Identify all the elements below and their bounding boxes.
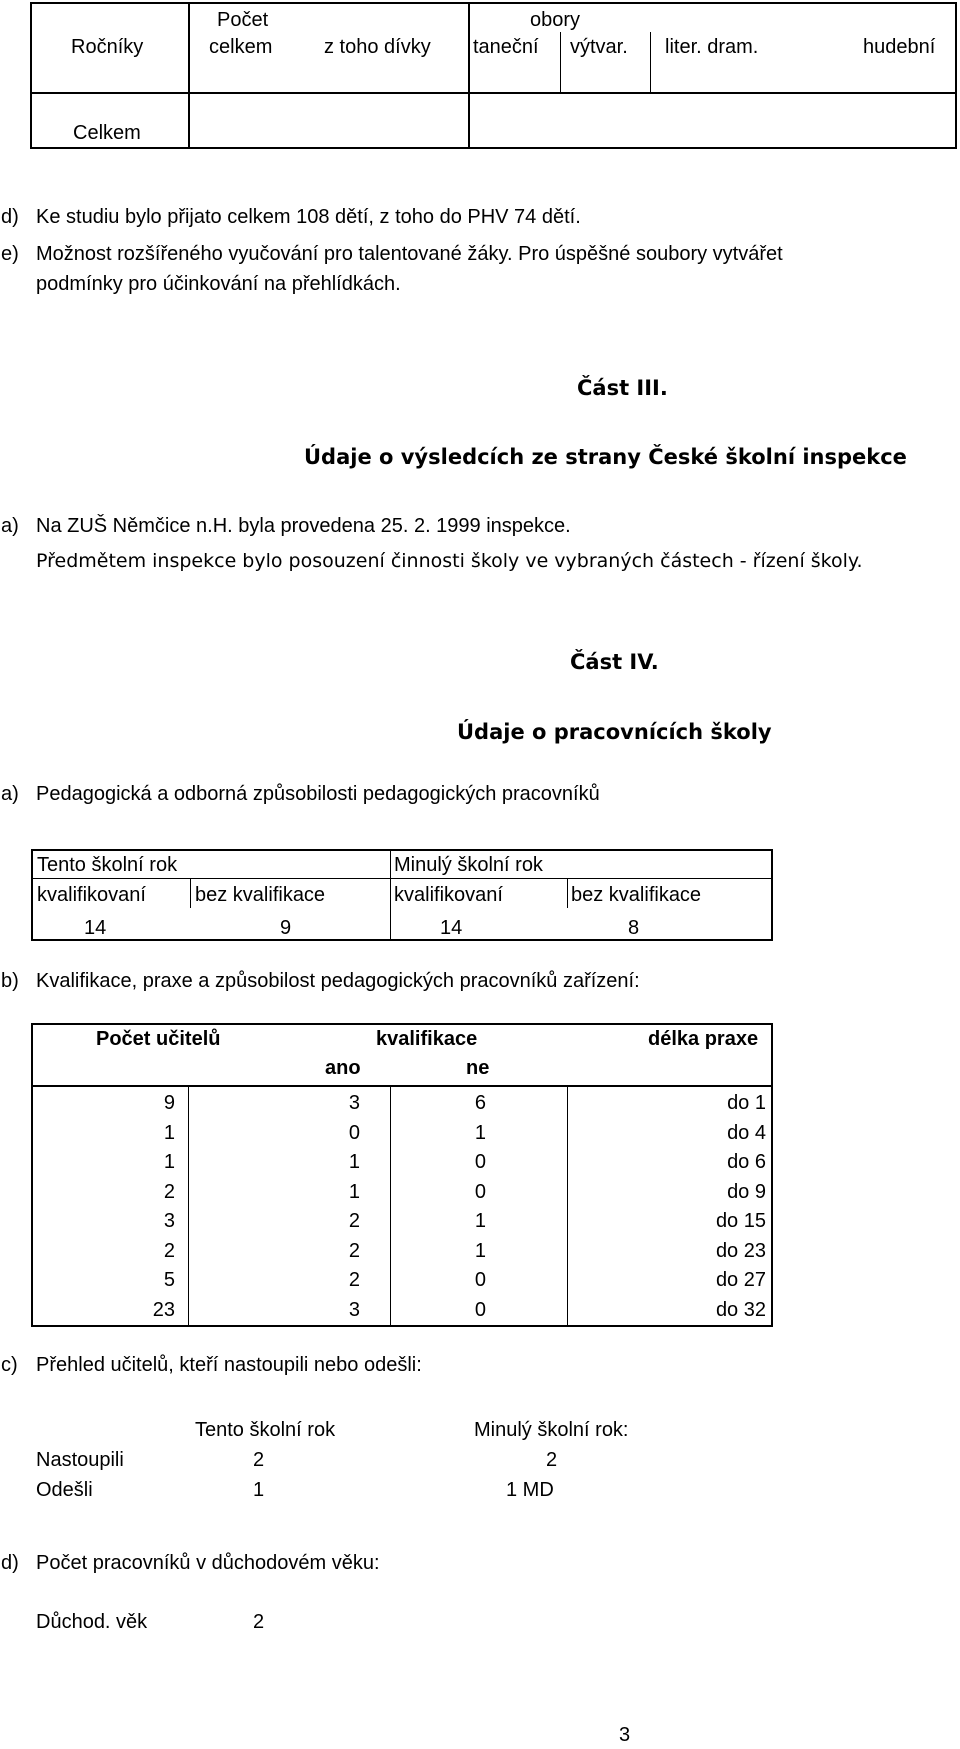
header-hudebni: hudební [863,36,936,58]
table-border [31,849,773,851]
col-kvalifikovani: kvalifikovaní [37,884,146,906]
header-rocniky: Ročníky [71,36,144,58]
part4-subtitle: Údaje o pracovnících školy [457,720,772,744]
table-border [31,849,33,941]
header-pocet: Počet [217,9,269,31]
table-cell-ano: 3 [348,1092,360,1114]
part3-subtitle: Údaje o výsledcích ze strany České školní inspekce [304,445,907,469]
table-border [771,1023,773,1327]
table-cell-pocet: 5 [163,1269,175,1291]
part4-c-marker: c) [1,1354,18,1376]
label-duchod-vek: Důchod. věk [36,1611,148,1633]
table-border [190,878,191,908]
table-border [31,878,773,879]
table-border [188,2,190,149]
table-cell-ano: 2 [348,1210,360,1232]
table-border [567,878,568,908]
table-border [31,1085,773,1087]
table-border [30,92,957,94]
header-tanecni: taneční [473,36,539,58]
header-obory: obory [530,9,581,31]
header-vytvar: výtvar. [570,36,628,58]
last-year-header: Minulý školní rok [394,854,543,876]
table-cell-delka: do 27 [715,1269,766,1291]
part4-a-text: Pedagogická a odborná způsobilosti pedagogických pracovníků [36,783,600,805]
table-cell-delka: do 4 [727,1121,766,1144]
part4-title: Část IV. [570,650,659,674]
table-cell-ne: 0 [474,1269,486,1291]
table-border [560,32,561,92]
table-cell-delka: do 15 [715,1210,766,1232]
table-cell-ne: 6 [474,1092,486,1114]
table-border [390,1087,391,1325]
col-bez-kvalifikace-last: bez kvalifikace [571,884,702,906]
table-cell-ne: 1 [474,1239,486,1262]
table-border [31,1325,773,1327]
part4-c-text: Přehled učitelů, kteří nastoupili nebo odešli: [36,1354,422,1376]
this-year-header: Tento školní rok [37,854,178,876]
header-ne: ne [466,1057,490,1079]
table-cell-delka: do 6 [727,1151,766,1173]
table-cell-pocet: 1 [163,1151,175,1173]
item-d-marker: d) [1,206,19,228]
table-border [650,32,651,92]
label-nastoupili: Nastoupili [36,1449,124,1471]
table-cell-pocet: 3 [163,1210,175,1232]
col-kvalifikovani-last: kvalifikovaní [394,884,503,906]
label-odesli: Odešli [36,1479,93,1501]
table-cell-delka: do 23 [715,1239,766,1262]
table-cell-delka: do 32 [715,1298,766,1321]
part4-a-marker: a) [1,783,19,805]
part4-b-marker: b) [1,970,19,992]
table-cell-ano: 1 [348,1180,360,1203]
table-border [771,849,773,941]
table-cell-pocet: 9 [163,1092,175,1114]
table-cell-pocet: 2 [163,1180,175,1203]
table-cell-ano: 2 [348,1239,360,1262]
item-d-text: Ke studiu bylo přijato celkem 108 dětí, z toho do PHV 74 dětí. [36,206,581,228]
value-nastoupili-this: 2 [253,1449,265,1471]
value-bez-kvalifikace: 9 [280,917,292,939]
value-bez-kvalifikace-last: 8 [628,917,640,939]
header-this-year: Tento školní rok [195,1419,336,1441]
table-cell-pocet: 2 [163,1239,175,1262]
header-pocet-ucitelu: Počet učitelů [96,1028,221,1050]
part3-a-text-2: Předmětem inspekce bylo posouzení činnosti školy ve vybraných částech - řízení školy. [36,550,863,572]
table-cell-ne: 0 [474,1151,486,1173]
value-kvalifikovani-last: 14 [440,917,463,939]
part3-a-text: Na ZUŠ Němčice n.H. byla provedena 25. 2. 1999 inspekce. [36,515,571,537]
item-e-marker: e) [1,243,19,265]
part3-title: Část III. [577,376,668,400]
table-border [30,147,957,149]
table-cell-ne: 0 [474,1180,486,1203]
col-bez-kvalifikace: bez kvalifikace [195,884,326,906]
value-duchod-vek: 2 [253,1611,265,1633]
table-cell-pocet: 23 [152,1298,175,1321]
table-cell-ne: 1 [474,1121,486,1144]
table-border [31,1023,773,1025]
part4-b-text: Kvalifikace, praxe a způsobilost pedagogických pracovníků zařízení: [36,970,640,992]
header-last-year: Minulý školní rok: [474,1419,629,1441]
table-border [955,2,957,149]
header-kvalifikace: kvalifikace [376,1028,478,1050]
header-liter: liter. dram. [665,36,759,58]
table-border [188,1087,189,1325]
table-cell-delka: do 9 [727,1180,766,1203]
part4-d-marker: d) [1,1552,19,1574]
table-border [30,2,957,4]
part4-d-text: Počet pracovníků v důchodovém věku: [36,1552,380,1574]
part3-a-marker: a) [1,515,19,537]
value-nastoupili-last: 2 [546,1449,558,1471]
header-divky: z toho dívky [324,36,431,58]
table-cell-ne: 0 [474,1298,486,1321]
table-cell-ano: 0 [348,1121,360,1144]
row-celkem: Celkem [73,122,141,144]
item-e-text: Možnost rozšířeného vyučování pro talentované žáky. Pro úspěšné soubory vytvářet [36,243,783,265]
page-number: 3 [619,1724,631,1746]
item-e-text-cont: podmínky pro účinkování na přehlídkách. [36,273,401,295]
table-cell-ano: 1 [348,1151,360,1173]
value-kvalifikovani: 14 [84,917,107,939]
header-ano: ano [325,1057,361,1079]
table-cell-ano: 2 [348,1269,360,1291]
table-border [31,939,773,941]
table-cell-ano: 3 [348,1298,360,1321]
header-celkem: celkem [209,36,273,58]
value-odesli-this: 1 [253,1479,265,1501]
table-cell-pocet: 1 [163,1121,175,1144]
table-border [31,1023,33,1327]
table-border [468,2,470,149]
table-cell-ne: 1 [474,1210,486,1232]
table-border [390,849,391,939]
header-delka-praxe: délka praxe [648,1028,759,1050]
table-cell-delka: do 1 [727,1092,766,1114]
table-border [30,2,32,149]
value-odesli-last: 1 MD [506,1479,554,1501]
table-border [567,1087,568,1325]
